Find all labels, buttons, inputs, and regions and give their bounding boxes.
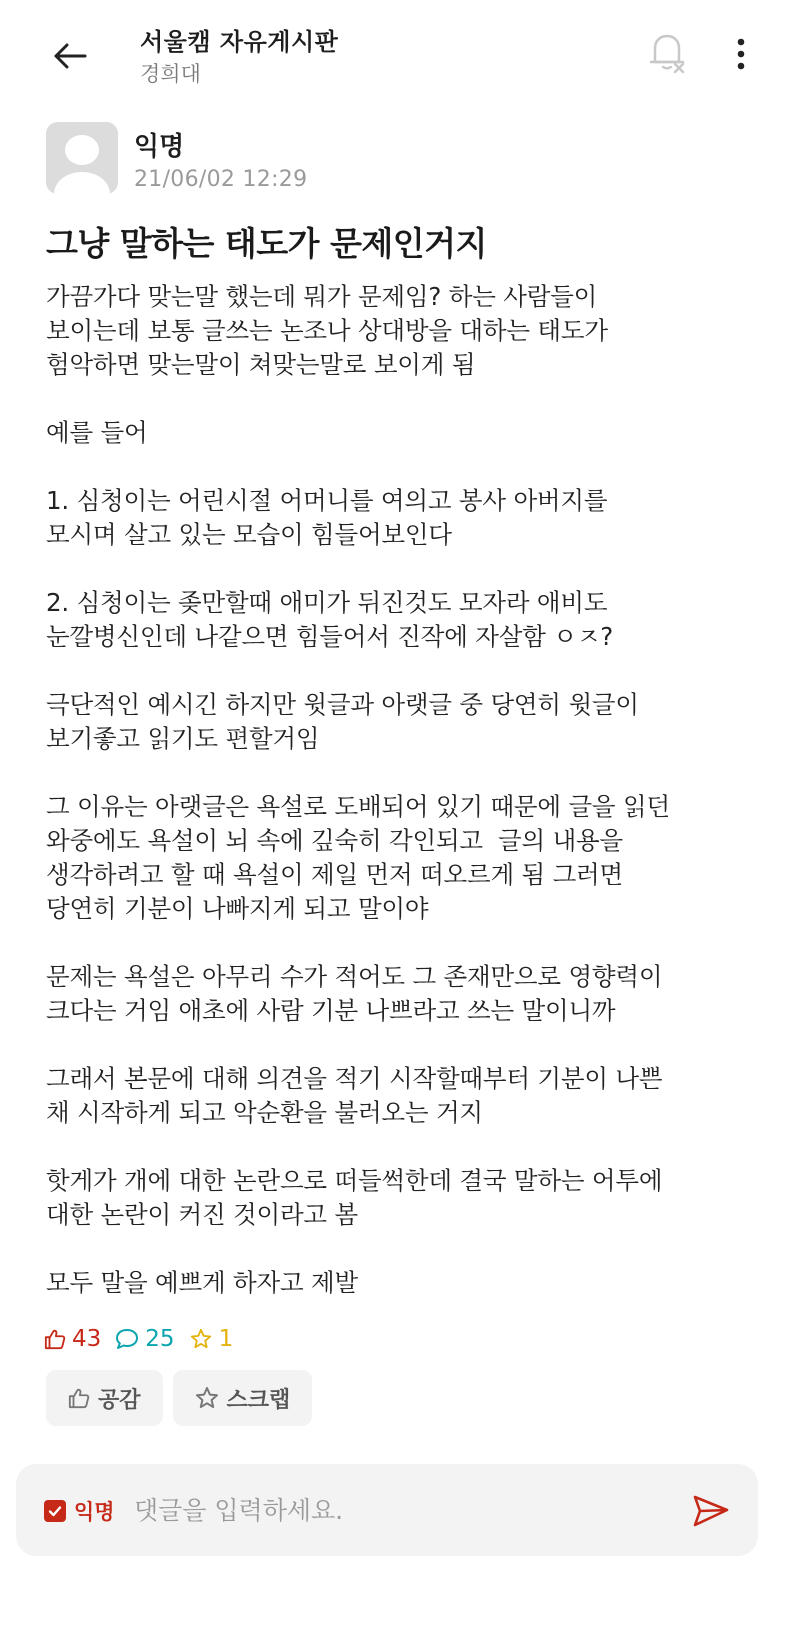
comment-bar <box>16 1464 758 1556</box>
anonymous-checkbox[interactable] <box>44 1500 66 1522</box>
speech-bubble-icon <box>115 1328 139 1350</box>
post-actions <box>46 1370 322 1426</box>
star-icon <box>195 1386 219 1410</box>
like-count-value: 43 <box>72 1326 102 1352</box>
thumbs-up-icon <box>44 1328 66 1350</box>
post-stats <box>44 1322 247 1356</box>
like-button[interactable] <box>46 1370 163 1426</box>
author-name: 익명 <box>134 132 185 162</box>
anonymous-label: 익명 <box>74 1500 115 1524</box>
post-body: 가끔가다 맞는말 했는데 뭐가 문제임? 하는 사람들이 보이는데 보통 글쓰는 논조나 상대방을 대하는 태도가 험악하면 맞는말이 쳐맞는말로 보이게 됨 예를 들어 1. 심청이는 어린시절 어머니를 여의고 봉사 아버지를 모시며 살고 있는 모습이 힘들어보인다 2. 심청이는 좆만할때 애미가 뒤진것도 모자라 애비도 눈깔병신인데 나같으면 힘들어서 진작에 자살함 ㅇㅈ? 극단적인 예시긴 하지만 윗글과 아랫글 중 당연히 윗글이 보기좋고 읽기도 편할거임 그 이유는 아랫글은 욕설로 도배되어 있기 때문에 글을 읽던 와중에도 욕설이 뇌 속에 깊숙히 각인되고 글의 내용을 생각하려고 할 때 욕설이 제일 먼저 떠오르게 됨 그러면 당연히 기분이 나빠지게 되고 말이야 문제는 욕설은 아무리 수가 적어도 그 존재만으로 영향력이 크다는 거임 애초에 사람 기분 나쁘라고 쓰는 말이니까 그래서 본문에 대해 의견을 적기 시작할때부터 기분이 나쁜 채 시작하게 되고 악순환을 불러오는 거지 핫게가 개에 대한 논란으로 떠들썩한데 결국 말하는 어투에 대한 논란이 커진 것이라고 봄 모두 말을 예쁘게 하자고 제발 <box>46 282 670 1297</box>
back-button[interactable] <box>48 34 92 78</box>
scrap-button-label: 스크랩 <box>226 1387 291 1413</box>
bell-off-icon <box>648 32 688 74</box>
comment-count <box>115 1326 174 1352</box>
default-avatar-icon <box>46 122 118 194</box>
scrap-count <box>189 1326 234 1352</box>
like-button-label: 공감 <box>98 1387 141 1413</box>
app-header <box>0 0 800 110</box>
more-options-button[interactable] <box>726 32 756 76</box>
thumbs-up-icon <box>68 1387 90 1409</box>
arrow-left-icon <box>53 43 87 69</box>
comment-input[interactable] <box>134 1488 674 1532</box>
kebab-menu-icon <box>737 38 745 70</box>
notification-button[interactable] <box>645 30 691 76</box>
avatar <box>46 122 118 194</box>
star-icon <box>189 1328 213 1350</box>
scrap-button[interactable] <box>173 1370 313 1426</box>
send-button[interactable] <box>688 1488 734 1534</box>
school-name: 경희대 <box>140 62 201 86</box>
anonymous-toggle[interactable] <box>44 1496 115 1526</box>
post-title: 그냥 말하는 태도가 문제인거지 <box>46 224 487 263</box>
post-date: 21/06/02 12:29 <box>134 167 308 192</box>
comment-count-value: 25 <box>145 1326 175 1352</box>
checkmark-icon <box>47 1503 63 1519</box>
like-count <box>44 1326 101 1352</box>
board-title: 서울캠 자유게시판 <box>140 28 339 56</box>
scrap-count-value: 1 <box>218 1326 234 1352</box>
paper-plane-icon <box>692 1493 730 1529</box>
post-author-block <box>46 122 726 202</box>
